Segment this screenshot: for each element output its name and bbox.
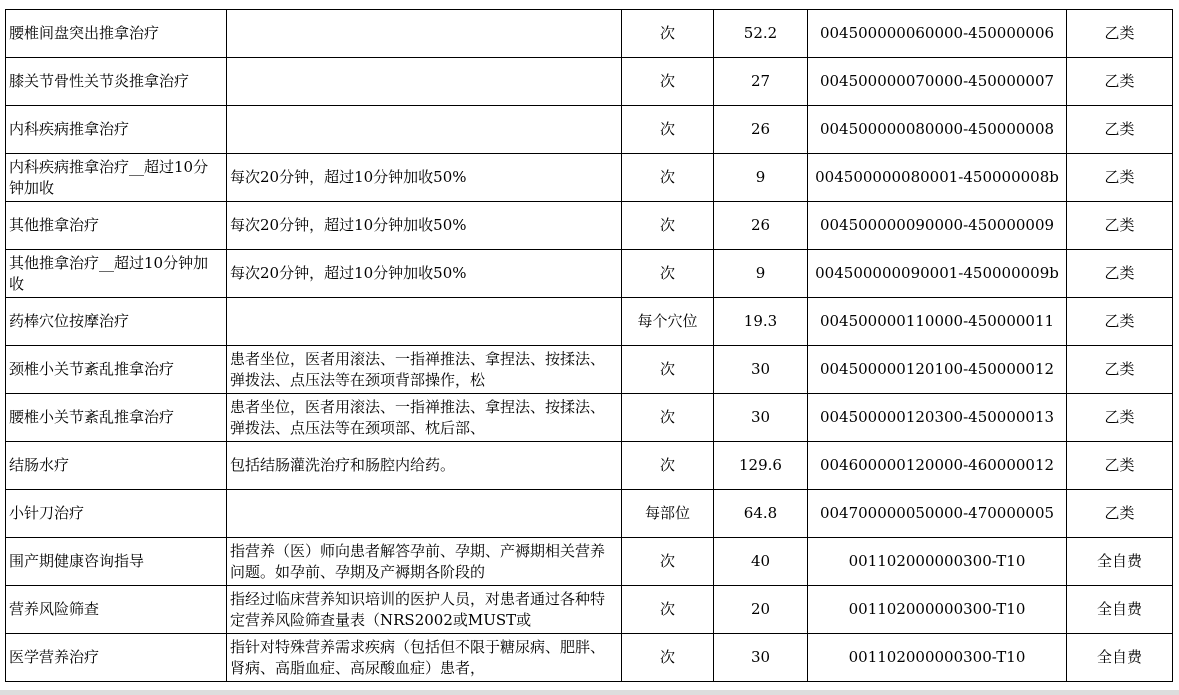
price-cell-text: 19.3 (743, 312, 778, 330)
price-cell-text: 129.6 (739, 456, 782, 474)
code-cell-text: 001102000000300-T10 (848, 552, 1026, 570)
item-name-cell[interactable] (6, 106, 227, 154)
table-row (6, 154, 1173, 202)
description-cell[interactable] (227, 202, 622, 250)
price-cell[interactable] (714, 442, 808, 490)
code-cell-text: 001102000000300-T10 (848, 648, 1026, 666)
unit-cell-text: 次 (659, 216, 675, 234)
code-cell[interactable] (808, 490, 1067, 538)
description-cell[interactable] (227, 394, 622, 442)
description-cell[interactable] (227, 298, 622, 346)
category-cell-text: 乙类 (1104, 456, 1135, 474)
category-cell-text: 乙类 (1104, 360, 1135, 378)
code-cell[interactable] (808, 250, 1067, 298)
item-name-cell-text: 膝关节骨性关节炎推拿治疗 (9, 72, 190, 90)
code-cell-text: 004500000090001-450000009b (815, 264, 1059, 282)
category-cell-text: 乙类 (1104, 216, 1135, 234)
sheet-bottom-edge (0, 690, 1179, 695)
price-cell[interactable] (714, 250, 808, 298)
unit-cell-text: 次 (659, 408, 675, 426)
price-cell-text: 27 (750, 72, 771, 90)
category-cell[interactable] (1067, 442, 1173, 490)
unit-cell-text: 次 (659, 360, 675, 378)
item-name-cell[interactable] (6, 394, 227, 442)
description-cell[interactable] (227, 442, 622, 490)
item-name-cell-text: 腰椎间盘突出推拿治疗 (9, 24, 160, 42)
category-cell-text: 全自费 (1096, 600, 1142, 618)
price-cell[interactable] (714, 202, 808, 250)
code-cell[interactable] (808, 106, 1067, 154)
price-cell-text: 30 (750, 648, 771, 666)
item-name-cell[interactable] (6, 538, 227, 586)
category-cell[interactable] (1067, 250, 1173, 298)
code-cell-text: 004500000120300-450000013 (819, 408, 1055, 426)
category-cell[interactable] (1067, 106, 1173, 154)
code-cell-text: 004500000080001-450000008b (815, 168, 1059, 186)
category-cell-text: 全自费 (1096, 552, 1142, 570)
category-cell-text: 乙类 (1104, 504, 1135, 522)
item-name-cell-text: 围产期健康咨询指导 (9, 552, 145, 570)
unit-cell-text: 次 (659, 552, 675, 570)
price-cell-text: 26 (750, 120, 771, 138)
unit-cell-text: 次 (659, 120, 675, 138)
description-cell[interactable] (227, 154, 622, 202)
price-cell-text: 26 (750, 216, 771, 234)
category-cell[interactable] (1067, 298, 1173, 346)
item-name-cell-text: 小针刀治疗 (9, 504, 85, 522)
code-cell[interactable] (808, 586, 1067, 634)
description-cell[interactable] (227, 538, 622, 586)
price-cell-text: 64.8 (743, 504, 778, 522)
price-cell[interactable] (714, 58, 808, 106)
unit-cell-text: 每部位 (644, 504, 690, 522)
item-name-cell[interactable] (6, 442, 227, 490)
unit-cell-text: 次 (659, 648, 675, 666)
code-cell-text: 004600000120000-460000012 (819, 456, 1055, 474)
description-cell-text: 指经过临床营养知识培训的医护人员，对患者通过各种特定营养风险筛查量表（NRS2002或MUST或 (230, 589, 606, 629)
category-cell[interactable] (1067, 154, 1173, 202)
code-cell-text: 004500000120100-450000012 (819, 360, 1055, 378)
table-row (6, 10, 1173, 58)
category-cell-text: 乙类 (1104, 168, 1135, 186)
description-cell[interactable] (227, 490, 622, 538)
description-cell-text: 每次20分钟，超过10分钟加收50% (230, 168, 467, 186)
description-cell[interactable] (227, 250, 622, 298)
description-cell[interactable] (227, 10, 622, 58)
table-row (6, 538, 1173, 586)
unit-cell[interactable] (622, 634, 714, 682)
unit-cell[interactable] (622, 58, 714, 106)
code-cell[interactable] (808, 442, 1067, 490)
table-row (6, 394, 1173, 442)
unit-cell[interactable] (622, 202, 714, 250)
table-row (6, 250, 1173, 298)
item-name-cell-text: 内科疾病推拿治疗__超过10分钟加收 (9, 157, 209, 197)
code-cell[interactable] (808, 10, 1067, 58)
price-cell-text: 9 (755, 168, 766, 186)
unit-cell-text: 次 (659, 24, 675, 42)
price-cell-text: 52.2 (743, 24, 778, 42)
table-row (6, 442, 1173, 490)
unit-cell[interactable] (622, 106, 714, 154)
description-cell-text: 包括结肠灌洗治疗和肠腔内给药。 (230, 456, 456, 474)
price-cell-text: 40 (750, 552, 771, 570)
category-cell[interactable] (1067, 346, 1173, 394)
fee-table (5, 9, 1173, 682)
unit-cell[interactable] (622, 346, 714, 394)
price-cell[interactable] (714, 106, 808, 154)
unit-cell[interactable] (622, 154, 714, 202)
item-name-cell[interactable] (6, 634, 227, 682)
code-cell[interactable] (808, 394, 1067, 442)
unit-cell[interactable] (622, 490, 714, 538)
table-row (6, 58, 1173, 106)
category-cell[interactable] (1067, 634, 1173, 682)
item-name-cell[interactable] (6, 58, 227, 106)
price-cell[interactable] (714, 394, 808, 442)
description-cell[interactable] (227, 346, 622, 394)
price-cell-text: 20 (750, 600, 771, 618)
item-name-cell-text: 腰椎小关节紊乱推拿治疗 (9, 408, 175, 426)
description-cell-text: 患者坐位，医者用滚法、一指禅推法、拿捏法、按揉法、弹拨法、点压法等在颈项部、枕后部、 (230, 397, 606, 437)
description-cell[interactable] (227, 58, 622, 106)
category-cell[interactable] (1067, 490, 1173, 538)
code-cell[interactable] (808, 346, 1067, 394)
price-cell-text: 30 (750, 360, 771, 378)
category-cell-text: 乙类 (1104, 264, 1135, 282)
category-cell[interactable] (1067, 10, 1173, 58)
table-row (6, 634, 1173, 682)
price-cell[interactable] (714, 490, 808, 538)
code-cell-text: 001102000000300-T10 (848, 600, 1026, 618)
unit-cell[interactable] (622, 394, 714, 442)
price-cell[interactable] (714, 586, 808, 634)
code-cell-text: 004500000060000-450000006 (819, 24, 1055, 42)
description-cell[interactable] (227, 106, 622, 154)
description-cell[interactable] (227, 634, 622, 682)
description-cell-text: 患者坐位，医者用滚法、一指禅推法、拿捏法、按揉法、弹拨法、点压法等在颈项背部操作，松 (230, 349, 606, 389)
category-cell-text: 乙类 (1104, 72, 1135, 90)
table-row (6, 106, 1173, 154)
price-cell[interactable] (714, 346, 808, 394)
code-cell-text: 004500000090000-450000009 (819, 216, 1055, 234)
description-cell[interactable] (227, 586, 622, 634)
price-cell[interactable] (714, 538, 808, 586)
unit-cell[interactable] (622, 250, 714, 298)
category-cell[interactable] (1067, 58, 1173, 106)
category-cell[interactable] (1067, 394, 1173, 442)
item-name-cell[interactable] (6, 10, 227, 58)
item-name-cell-text: 内科疾病推拿治疗 (9, 120, 130, 138)
table-row (6, 586, 1173, 634)
code-cell[interactable] (808, 154, 1067, 202)
table-row (6, 490, 1173, 538)
unit-cell-text: 次 (659, 600, 675, 618)
code-cell-text: 004500000080000-450000008 (819, 120, 1055, 138)
unit-cell-text: 次 (659, 264, 675, 282)
item-name-cell[interactable] (6, 490, 227, 538)
category-cell[interactable] (1067, 202, 1173, 250)
code-cell[interactable] (808, 58, 1067, 106)
description-cell-text: 每次20分钟，超过10分钟加收50% (230, 264, 467, 282)
item-name-cell-text: 其他推拿治疗 (9, 216, 100, 234)
code-cell[interactable] (808, 298, 1067, 346)
code-cell-text: 004700000050000-470000005 (819, 504, 1055, 522)
unit-cell-text: 次 (659, 72, 675, 90)
description-cell-text: 指针对特殊营养需求疾病（包括但不限于糖尿病、肥胖、肾病、高脂血症、高尿酸血症）患者， (230, 637, 606, 677)
category-cell-text: 乙类 (1104, 408, 1135, 426)
unit-cell-text: 次 (659, 456, 675, 474)
unit-cell[interactable] (622, 442, 714, 490)
item-name-cell[interactable] (6, 154, 227, 202)
price-cell[interactable] (714, 634, 808, 682)
code-cell[interactable] (808, 634, 1067, 682)
item-name-cell[interactable] (6, 250, 227, 298)
category-cell-text: 乙类 (1104, 312, 1135, 330)
category-cell-text: 全自费 (1096, 648, 1142, 666)
item-name-cell[interactable] (6, 346, 227, 394)
item-name-cell[interactable] (6, 202, 227, 250)
item-name-cell-text: 颈椎小关节紊乱推拿治疗 (9, 360, 175, 378)
table-row (6, 346, 1173, 394)
price-cell-text: 30 (750, 408, 771, 426)
unit-cell-text: 次 (659, 168, 675, 186)
category-cell-text: 乙类 (1104, 120, 1135, 138)
item-name-cell[interactable] (6, 298, 227, 346)
description-cell-text: 每次20分钟，超过10分钟加收50% (230, 216, 467, 234)
table-row (6, 298, 1173, 346)
price-cell[interactable] (714, 154, 808, 202)
price-cell[interactable] (714, 298, 808, 346)
unit-cell[interactable] (622, 538, 714, 586)
price-cell[interactable] (714, 10, 808, 58)
category-cell[interactable] (1067, 538, 1173, 586)
code-cell-text: 004500000070000-450000007 (819, 72, 1055, 90)
code-cell[interactable] (808, 202, 1067, 250)
code-cell-text: 004500000110000-450000011 (819, 312, 1055, 330)
unit-cell[interactable] (622, 10, 714, 58)
unit-cell[interactable] (622, 298, 714, 346)
item-name-cell-text: 营养风险筛查 (9, 600, 100, 618)
category-cell[interactable] (1067, 586, 1173, 634)
description-cell-text: 指营养（医）师向患者解答孕前、孕期、产褥期相关营养问题。如孕前、孕期及产褥期各阶段的 (230, 541, 606, 581)
item-name-cell[interactable] (6, 586, 227, 634)
price-cell-text: 9 (755, 264, 766, 282)
unit-cell-text: 每个穴位 (637, 312, 698, 330)
code-cell[interactable] (808, 538, 1067, 586)
item-name-cell-text: 医学营养治疗 (9, 648, 100, 666)
item-name-cell-text: 结肠水疗 (9, 456, 70, 474)
table-row (6, 202, 1173, 250)
unit-cell[interactable] (622, 586, 714, 634)
item-name-cell-text: 药棒穴位按摩治疗 (9, 312, 130, 330)
category-cell-text: 乙类 (1104, 24, 1135, 42)
item-name-cell-text: 其他推拿治疗__超过10分钟加收 (9, 253, 209, 293)
